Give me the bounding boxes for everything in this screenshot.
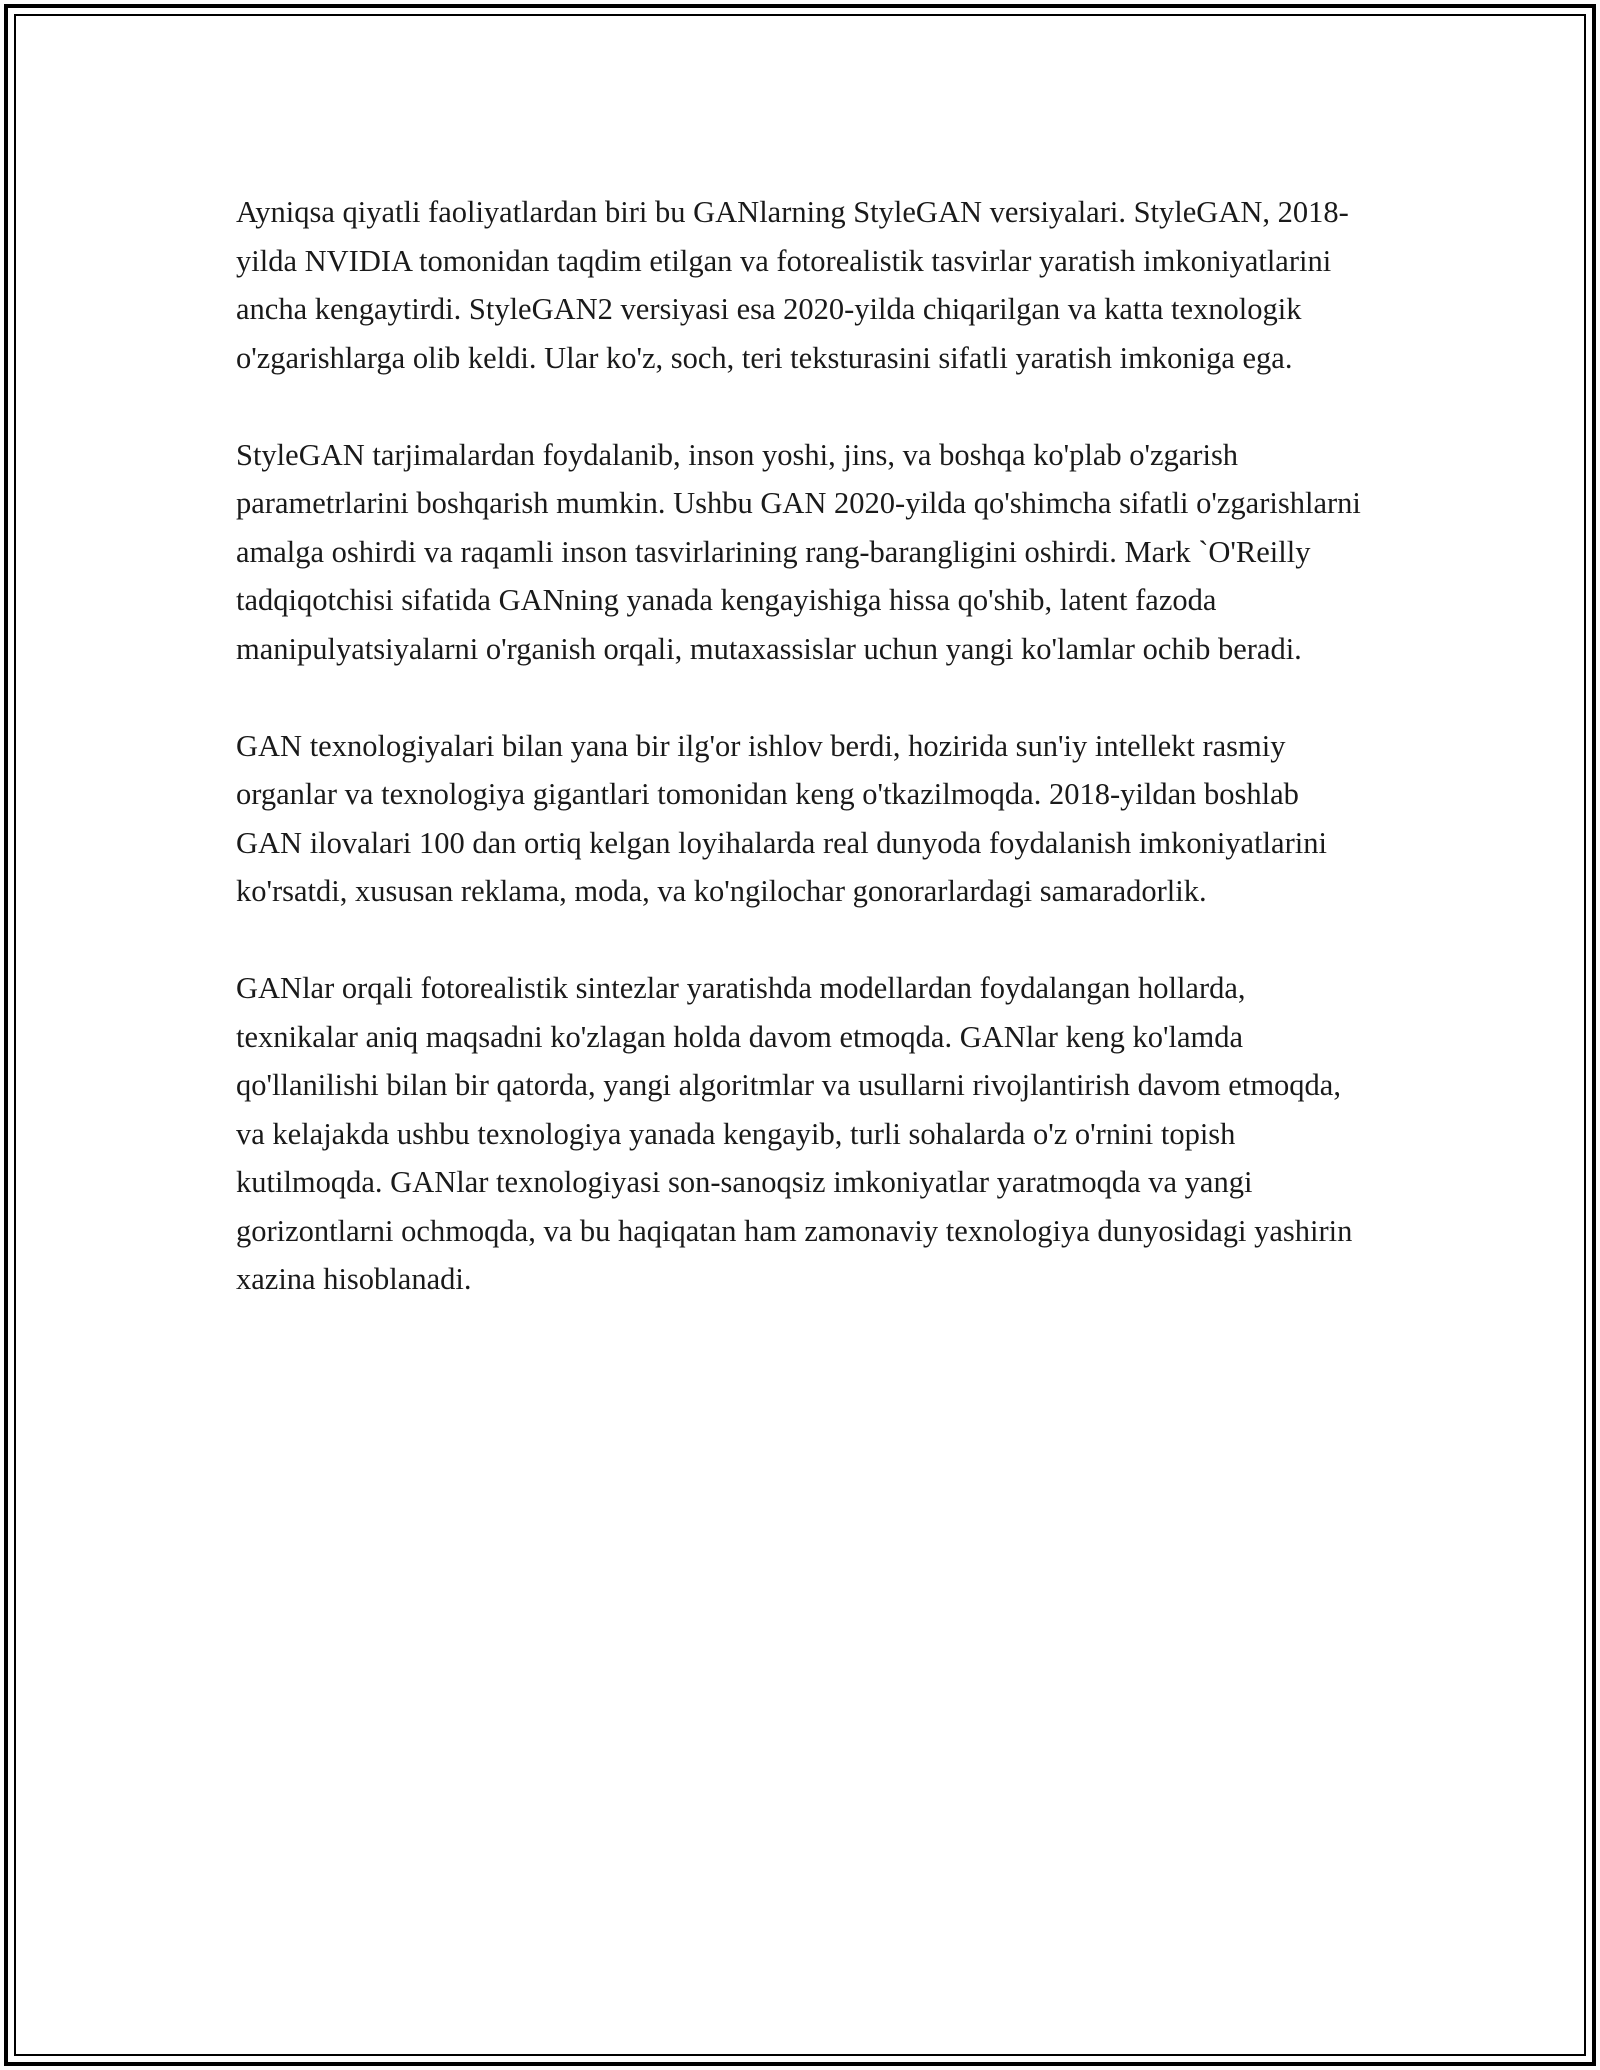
document-body [236, 188, 1366, 1352]
paragraph-stylegan-parameters: StyleGAN tarjimalardan foydalanib, inson yoshi, jins, va boshqa ko'plab o'zgarish parametrlarini boshqarish mumkin. Ushbu GAN 2020-yilda qo'shimcha sifatli o'zgarishlarni amalga oshirdi va raqamli inson tasvirlarining rang-barangligini oshirdi. Mark `O'Reilly tadqiqotchisi sifatida GANning yanada kengayishiga hissa qo'shib, latent fazoda manipulyatsiyalarni o'rganish orqali, mutaxassislar uchun yangi ko'lamlar ochib beradi. [236, 437, 1361, 666]
paragraph-gan-applications: GAN texnologiyalari bilan yana bir ilg'or ishlov berdi, hozirida sun'iy intellekt rasmiy organlar va texnologiya gigantlari tomonidan keng o'tkazilmoqda. 2018-yildan boshlab GAN ilovalari 100 dan ortiq kelgan loyihalarda real dunyoda foydalanish imkoniyatlarini ko'rsatdi, xususan reklama, moda, va ko'ngilochar gonorarlardagi samaradorlik. [236, 728, 1327, 908]
paragraph-gan-future: GANlar orqali fotorealistik sintezlar yaratishda modellardan foydalangan hollarda, texnikalar aniq maqsadni ko'zlagan holda davom etmoqda. GANlar keng ko'lamda qo'llanilishi bilan bir qatorda, yangi algoritmlar va usullarni rivojlantirish davom etmoqda, va kelajakda ushbu texnologiya yanada kengayib, turli sohalarda o'z o'rnini topish kutilmoqda. GANlar texnologiyasi son-sanoqsiz imkoniyatlar yaratmoqda va yangi gorizontlarni ochmoqda, va bu haqiqatan ham zamonaviy texnologiya dunyosidagi yashirin xazina hisoblanadi. [236, 971, 1353, 1296]
paragraph-stylegan-versions: Ayniqsa qiyatli faoliyatlardan biri bu GANlarning StyleGAN versiyalari. StyleGAN, 2018-yilda NVIDIA tomonidan taqdim etilgan va fotorealistik tasvirlar yaratish imkoniyatlarini ancha kengaytirdi. StyleGAN2 versiyasi esa 2020-yilda chiqarilgan va katta texnologik o'zgarishlarga olib keldi. Ular ko'z, soch, teri teksturasini sifatli yaratish imkoniga ega. [236, 195, 1349, 375]
